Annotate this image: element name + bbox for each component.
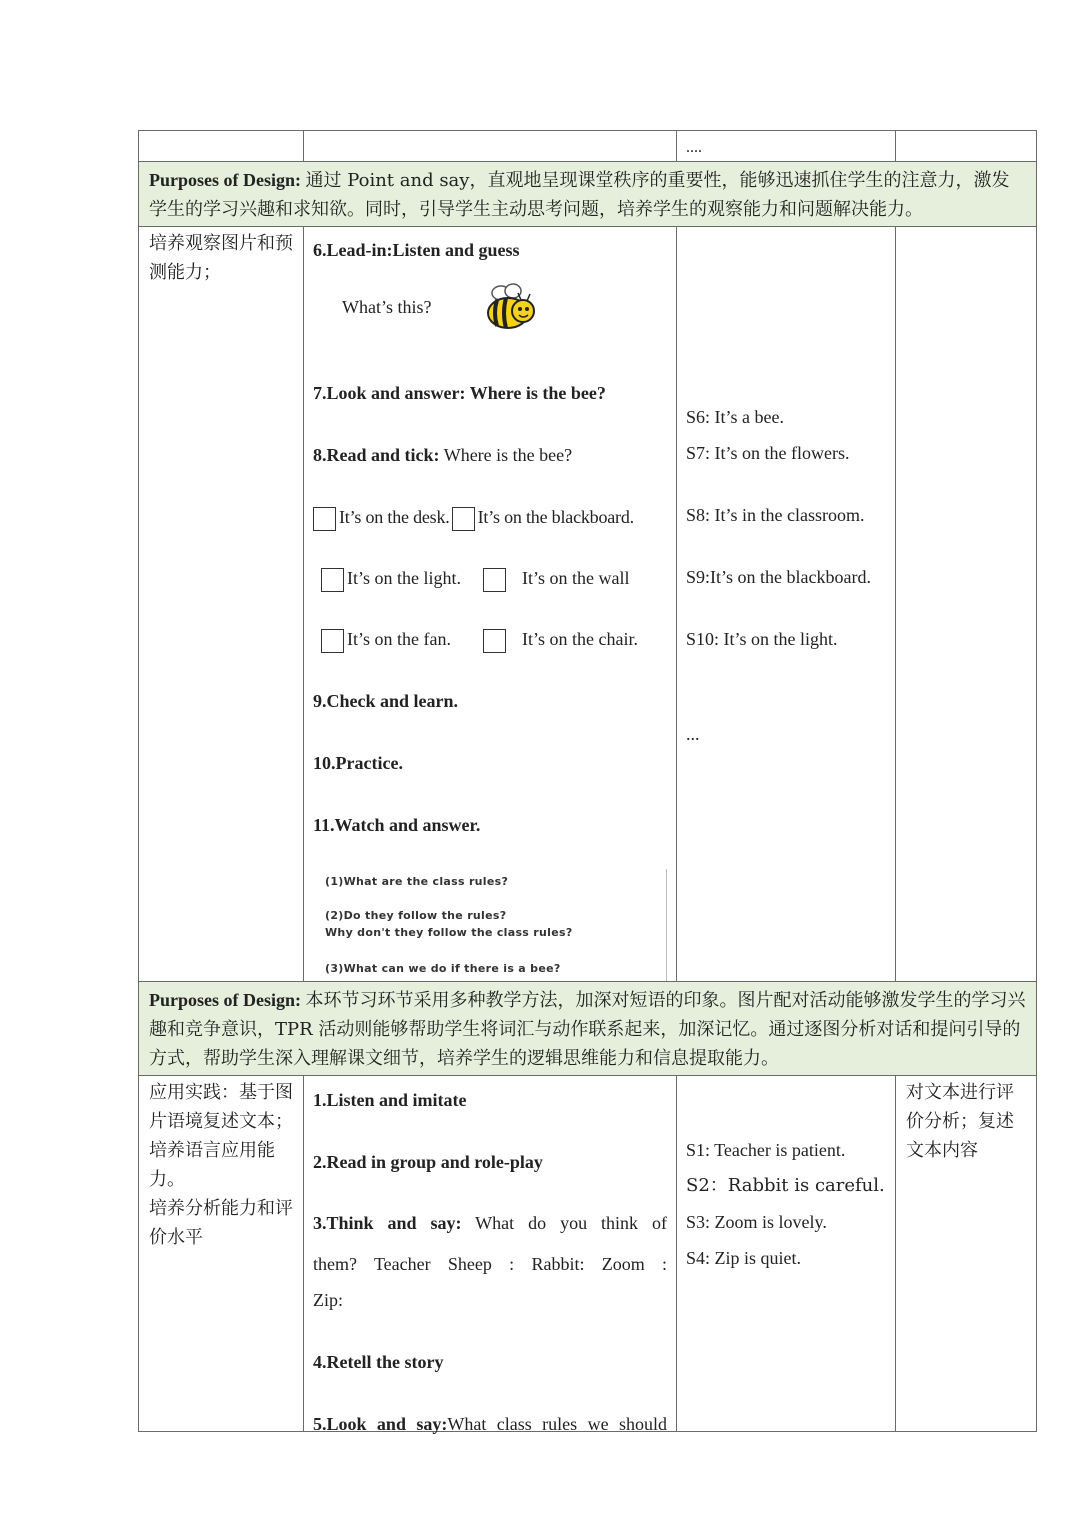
evaluation-cell — [896, 1076, 1037, 1432]
activity-row-2 — [139, 1076, 1037, 1432]
answer-s2: S2：Rabbit is careful. — [686, 1175, 885, 1196]
watch-questions-image — [313, 869, 667, 981]
step-2-2: 2.Read in group and role-play — [313, 1152, 543, 1172]
step-8 — [313, 413, 667, 497]
option-desk: It’s on the desk. — [339, 507, 450, 527]
answer-s6: S6: It’s a bee. — [686, 407, 784, 427]
option-row-2 — [313, 537, 667, 619]
answer-s8: S8: It’s in the classroom. — [686, 505, 865, 525]
watch-question-3: (3)What can we do if there is a bee? — [325, 962, 561, 975]
answer-ellipsis: ... — [686, 724, 700, 744]
step-2-1: 1.Listen and imitate — [313, 1090, 467, 1110]
guess-question: What’s this? — [342, 297, 432, 317]
step-2-3-text: What do you think of — [475, 1213, 667, 1233]
goal-cell — [139, 227, 304, 982]
step-2-3 — [313, 1200, 667, 1246]
checkbox-desk[interactable] — [313, 507, 336, 531]
step-2-5 — [313, 1380, 667, 1434]
step-11: 11.Watch and answer. — [313, 815, 481, 835]
answers-cell — [677, 227, 896, 982]
option-chair: It’s on the chair. — [522, 629, 638, 649]
step-2-3-them: them? — [313, 1254, 357, 1274]
step-8-label: 8.Read and tick: — [313, 445, 440, 465]
checkbox-blackboard[interactable] — [452, 507, 475, 531]
step-7: 7.Look and answer: Where is the bee? — [313, 383, 606, 403]
step-2-4: 4.Retell the story — [313, 1352, 444, 1372]
procedure-cell — [304, 227, 677, 982]
answer-s4: S4: Zip is quiet. — [686, 1248, 802, 1268]
step-2-3-zoom: Zoom : — [601, 1254, 668, 1274]
step-2-3-line2 — [313, 1246, 667, 1282]
watch-question-2b: Why don't they follow the class rules? — [325, 926, 573, 939]
option-wall: It’s on the wall — [522, 568, 630, 588]
step-2-5-text: What class rules we should — [447, 1414, 667, 1434]
checkbox-wall[interactable] — [483, 568, 506, 592]
bee-icon — [483, 283, 539, 333]
purpose-text-2: 本环节习环节采用多种教学方法，加深对短语的印象。图片配对活动能够激发学生的学习兴趣和竞争意识，TPR 活动则能够帮助学生将词汇与动作联系起来，加深记忆。通过逐图分析对话和提问引导的方式，帮助学生深入理解课文细节，培养学生的逻辑思维能力和信息提取能力。 — [149, 990, 1026, 1069]
step-2-3-line3: Zip: — [313, 1290, 343, 1310]
goal-text-2a: 应用实践：基于图片语境复述文本；培养语言应用能力。 — [149, 1082, 293, 1190]
purpose-text: 通过 Point and say，直观地呈现课堂秩序的重要性，能够迅速抓住学生的注意力，激发学生的学习兴趣和求知欲。同时，引导学生主动思考问题，培养学生的观察能力和问题解决能力。 — [149, 170, 1010, 220]
step-2-3-label: 3.Think and say: — [313, 1213, 462, 1233]
answer-s1: S1: Teacher is patient. — [686, 1140, 846, 1160]
activity-row-1 — [139, 227, 1037, 982]
purpose-row-2 — [139, 982, 1037, 1076]
lesson-plan-page — [138, 130, 1036, 1432]
answer-s9: S9:It’s on the blackboard. — [686, 567, 871, 587]
answer-s3: S3: Zoom is lovely. — [686, 1212, 827, 1232]
option-fan: It’s on the fan. — [347, 629, 451, 649]
lesson-plan-table — [138, 130, 1037, 1432]
purpose-row-1 — [139, 162, 1037, 227]
guess-line — [313, 273, 667, 373]
step-6: 6.Lead-in:Listen and guess — [313, 240, 520, 260]
top-row — [139, 131, 1037, 162]
purpose-label-2: Purposes of Design: — [149, 990, 301, 1010]
checkbox-chair[interactable] — [483, 629, 506, 653]
answer-s7: S7: It’s on the flowers. — [686, 443, 850, 463]
goal-text: 培养观察图片和预测能力； — [149, 233, 293, 283]
step-2-3-sheep: Teacher Sheep : — [373, 1254, 515, 1274]
step-9: 9.Check and learn. — [313, 691, 459, 711]
answer-s10: S10: It’s on the light. — [686, 629, 838, 649]
step-10: 10.Practice. — [313, 753, 403, 773]
goal-cell-2 — [139, 1076, 304, 1432]
watch-question-2: (2)Do they follow the rules? — [325, 909, 507, 922]
checkbox-fan[interactable] — [321, 629, 344, 653]
answers-cell-2 — [677, 1076, 896, 1432]
option-blackboard: It’s on the blackboard. — [477, 507, 634, 527]
option-light: It’s on the light. — [347, 568, 461, 588]
step-2-5-label: 5.Look and say: — [313, 1414, 448, 1434]
purpose-label: Purposes of Design: — [149, 170, 301, 190]
goal-text-2b: 培养分析能力和评价水平 — [149, 1198, 293, 1248]
procedure-cell-2 — [304, 1076, 677, 1432]
step-8-text: Where is the bee? — [443, 445, 573, 465]
evaluation-text: 对文本进行评价分析；复述文本内容 — [906, 1082, 1014, 1161]
step-2-3-rabbit: Rabbit: — [531, 1254, 585, 1274]
option-row-1 — [313, 497, 667, 537]
top-ellipsis: .... — [686, 139, 702, 156]
option-row-3 — [313, 619, 667, 659]
checkbox-light[interactable] — [321, 568, 344, 592]
watch-question-1: (1)What are the class rules? — [325, 875, 509, 888]
